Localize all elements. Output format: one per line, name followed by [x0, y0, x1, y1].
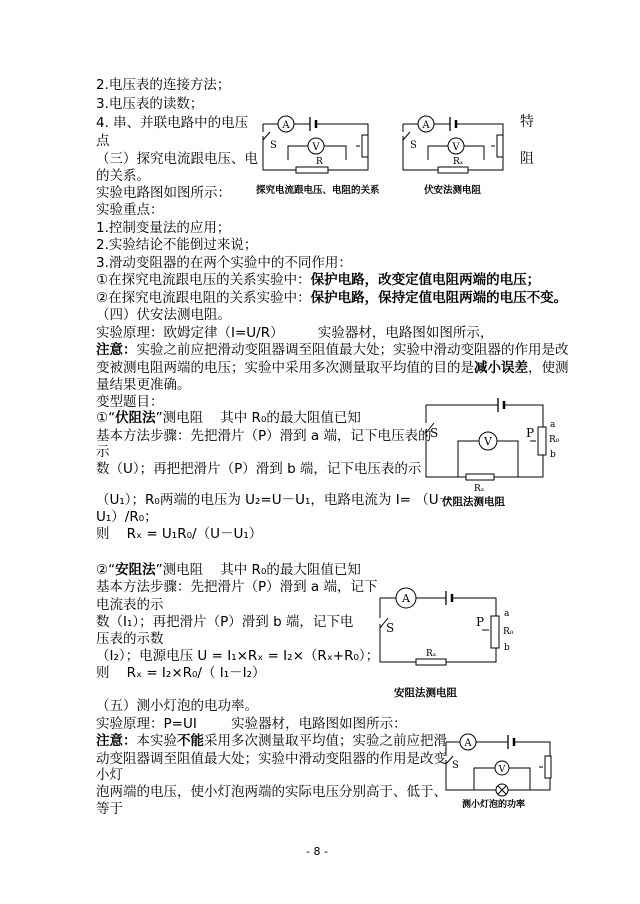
- text-line: 2.实验结论不能倒过来说；: [96, 237, 258, 253]
- text-line: （I₂）；电源电压 U = I₁×Rₓ = I₂×（Rₓ+R₀）；: [96, 648, 380, 664]
- circuit-diagram-2: [398, 112, 513, 182]
- text-line: 2.电压表的连接方法；: [96, 77, 231, 93]
- text-run: ②在探究电流跟电阻的关系实验中：: [96, 290, 311, 306]
- text-line: 实验重点：: [96, 202, 164, 218]
- r0-label: R₀: [549, 435, 560, 445]
- terminal-a-label: a: [504, 609, 510, 619]
- slider-label: P: [526, 426, 535, 440]
- resistor-label: Rₓ: [426, 649, 437, 659]
- text-line: 动变阻器调至阻值最大处；实验中滑动变阻器的作用是改变: [96, 751, 447, 767]
- text-line: 的关系。: [96, 168, 150, 184]
- terminal-b-label: b: [504, 643, 510, 653]
- text-run: ①在探究电流跟电压的关系实验中：: [96, 272, 311, 288]
- text-run-bold: 伏阻法: [115, 410, 156, 426]
- text-line: 3.电压表的读数；: [96, 96, 204, 112]
- ammeter-label: A: [422, 120, 430, 131]
- text-line: 1.控制变量法的应用；: [96, 220, 231, 236]
- text-line: [96, 561, 361, 579]
- text-line: 则 Rₓ = U₁R₀/（U－U₁）: [96, 526, 263, 542]
- terminal-a-label: a: [550, 420, 556, 430]
- resistor-label: Rₓ: [474, 484, 485, 494]
- text-line: 数（I₁）；再把滑片（P）滑到 b 端，记下电: [96, 614, 354, 630]
- text-line: 基本方法步骤：先把滑片（P）滑到 a 端，记下电压表的: [96, 428, 432, 444]
- text-line: [96, 359, 569, 377]
- ammeter-label: A: [282, 120, 290, 131]
- text-line: [96, 341, 569, 359]
- text-line: 点: [96, 133, 110, 149]
- text-run-bold: 保护电路，保持定值电阻两端的电压不变。: [310, 290, 568, 306]
- text-line: 小灯: [96, 767, 123, 783]
- text-line: 电流表的示: [96, 597, 164, 613]
- text-line: [96, 271, 540, 289]
- text-run: 实验之前应把滑动变阻器调至阻值最大处；实验中滑动变阻器的作用是改: [136, 342, 569, 358]
- text-run-bold: 安阻法: [115, 562, 156, 578]
- text-run: ”测电阻 其中 R₀的最大阻值已知: [155, 410, 361, 426]
- text-run-bold: 注意：: [96, 733, 137, 749]
- voltmeter-label: V: [498, 765, 506, 775]
- text-line: （U₁）；R₀两端的电压为 U₂=U－U₁，电路电流为 I= （U－: [96, 492, 453, 508]
- terminal-b-label: b: [550, 450, 556, 460]
- text-line: 实验电路图如图所示：: [96, 185, 231, 201]
- text-run: ①“: [96, 410, 116, 426]
- text-run: 变被测电阻两端的电压；实验中采用多次测量取平均值的目的是: [96, 360, 474, 376]
- switch-label: S: [410, 140, 417, 151]
- text-line: 数（U）；再把把滑片（P）滑到 b 端，记下电压表的示: [96, 461, 422, 477]
- r0-label: R₀: [503, 627, 514, 637]
- circuit-diagram-3: [418, 397, 568, 494]
- figure-caption: 测小灯泡的功率: [462, 800, 526, 810]
- text-line: [96, 409, 361, 427]
- text-line: 基本方法步骤：先把滑片（P）滑到 a 端，记下: [96, 579, 378, 595]
- switch-label: S: [270, 140, 277, 151]
- resistor-label: Rₓ: [453, 157, 464, 167]
- voltmeter-label: V: [484, 435, 492, 448]
- text-line: （三）探究电流跟电压、电: [96, 151, 258, 167]
- text-line: U₁）/R₀；: [96, 509, 158, 525]
- ammeter-label: A: [402, 592, 410, 605]
- text-line: 则 Rₓ = I₂×R₀/（ I₁－I₂）: [96, 665, 266, 681]
- text-run: 本实验: [136, 733, 177, 749]
- side-text: 阻: [520, 151, 534, 167]
- text-run-bold: 保护电路，改变定值电阻两端的电压；: [310, 272, 541, 288]
- text-line: 实验原理：欧姆定律（I=U/R） 实验器材，电路图如图所示，: [96, 325, 494, 341]
- switch-label: S: [386, 621, 395, 635]
- figure-caption: 安阻法测电阻: [394, 687, 457, 699]
- page-number: - 8 -: [306, 845, 328, 858]
- figure-caption: 伏阻法测电阻: [442, 496, 505, 508]
- text-line: （五）测小灯泡的电功率。: [96, 698, 258, 714]
- text-line: 泡两端的电压，使小灯泡两端的实际电压分别高于、低于、: [96, 784, 447, 800]
- slider-label: P: [476, 615, 485, 629]
- text-line: 3.滑动变阻器的在两个实验中的不同作用：: [96, 255, 352, 271]
- text-run-bold: 不能: [177, 733, 204, 749]
- ammeter-label: A: [464, 738, 472, 749]
- switch-label: S: [430, 426, 439, 440]
- circuit-diagram-5: [440, 734, 560, 794]
- text-line: （四）伏安法测电阻。: [96, 307, 231, 323]
- text-line: 压表的示数: [96, 631, 164, 647]
- side-text: 特: [520, 114, 534, 130]
- text-line: 量结果更准确。: [96, 377, 191, 393]
- figure-caption: 探究电流跟电压、电阻的关系: [256, 185, 380, 196]
- text-line: 等于: [96, 801, 123, 817]
- text-run-bold: 注意：: [96, 342, 137, 358]
- circuit-diagram-1: [258, 112, 378, 182]
- text-run: 采用多次测量取平均值；实验之前应把滑: [204, 733, 447, 749]
- text-line: 变型题目：: [96, 394, 164, 410]
- text-run-bold: 减小误差: [474, 360, 528, 376]
- text-line: 示: [96, 444, 110, 460]
- text-line: 实验原理：P=UI 实验器材，电路图如图所示：: [96, 716, 407, 732]
- voltmeter-label: V: [452, 142, 460, 153]
- text-run: ②“: [96, 562, 116, 578]
- text-run: ”测电阻 其中 R₀的最大阻值已知: [155, 562, 361, 578]
- voltmeter-label: V: [312, 142, 320, 153]
- text-line: 4. 串、并联电路中的电压: [96, 115, 249, 131]
- circuit-diagram-4: [372, 588, 522, 678]
- text-line: [96, 289, 567, 307]
- resistor-label: R: [316, 157, 323, 167]
- figure-caption: 伏安法测电阻: [424, 185, 482, 196]
- text-line: [96, 732, 447, 750]
- text-run: ，使测: [528, 360, 569, 376]
- switch-label: S: [452, 760, 459, 771]
